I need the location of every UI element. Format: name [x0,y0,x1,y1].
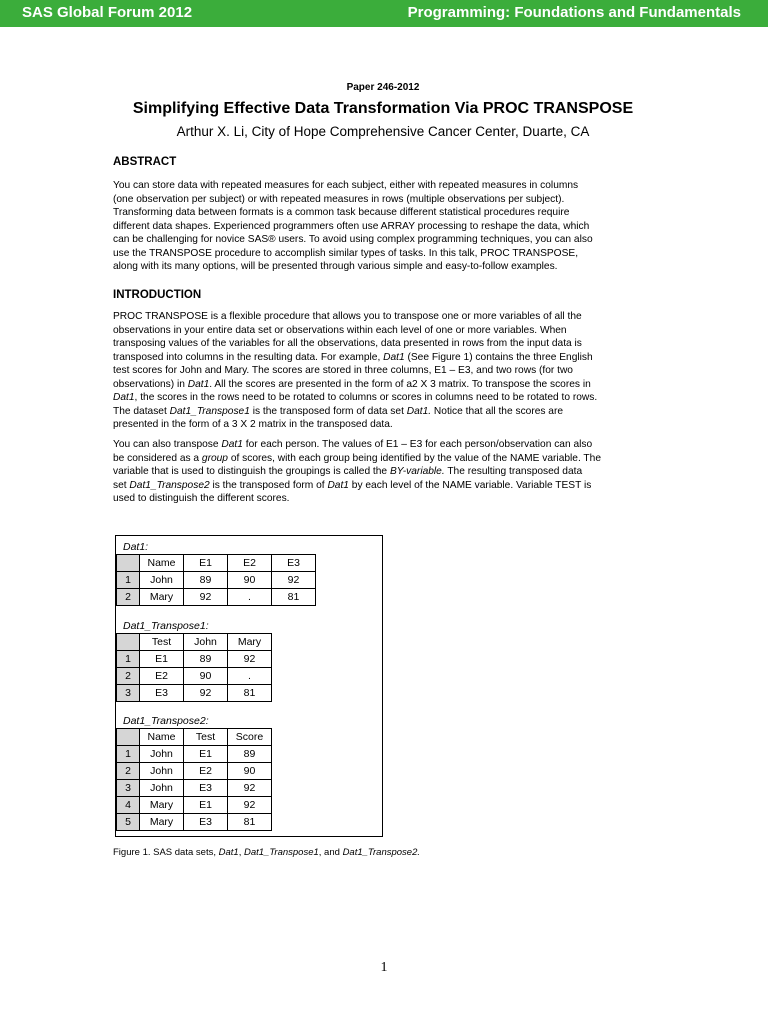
intro-line: You can also transpose Dat1 for each person. The values of E1 – E3 for each person/observation can also [113,439,593,450]
table-cell: Mary [140,814,184,831]
table-cell: . [228,668,272,685]
row-number-header [117,729,140,746]
row-number-header [117,555,140,572]
row-number: 3 [117,685,140,702]
table-cell: John [140,746,184,763]
table-row [117,685,272,702]
abstract-line: can be challenging for novice SAS® users. To avoid using complex programming techniques, you can also [113,234,593,245]
row-number: 1 [117,572,140,589]
column-header: E2 [228,555,272,572]
page-number: 1 [380,960,388,975]
row-number: 4 [117,797,140,814]
table-cell: 92 [228,797,272,814]
dataset-table-dat1-transpose1 [116,633,272,702]
table-cell: E1 [184,797,228,814]
dataset-table-dat1-transpose2 [116,728,272,831]
column-header: Name [140,729,184,746]
dataset-label-dat1-transpose2: Dat1_Transpose2: [123,715,209,727]
abstract-line: Transforming data between formats is a common task because different statistical procedures require [113,207,570,218]
table-cell: 92 [228,780,272,797]
table-cell: 81 [228,814,272,831]
table-header-row [117,729,272,746]
table-row [117,763,272,780]
banner-conference-name: SAS Global Forum 2012 [22,4,193,21]
row-number: 2 [117,589,140,606]
column-header: Test [184,729,228,746]
intro-line: Dat1, the scores in the rows need to be rotated to columns or scores in columns need to be rotated to rows. [113,392,598,403]
banner-section-name: Programming: Foundations and Fundamentals [407,4,741,21]
table-row [117,797,272,814]
table-cell: John [140,763,184,780]
conference-banner [0,0,768,27]
introduction-paragraph-1 [113,310,658,432]
abstract-line: different data shapes. Experienced programmers often use ARRAY processing to reshape the data, which [113,220,590,232]
intro-line: test scores for John and Mary. The scores are stored in three columns, E1 – E3, and two rows (for two [113,365,573,376]
intro-line: observations) in Dat1. All the scores are presented in the form of a2 X 3 matrix. To transpose the scores in [113,378,591,390]
table-cell: E1 [184,746,228,763]
table-row [117,780,272,797]
row-number: 2 [117,763,140,780]
table-cell: 92 [184,685,228,702]
table-cell: 90 [228,763,272,780]
table-cell: 81 [228,685,272,702]
table-cell: 92 [184,589,228,606]
table-row [117,814,272,831]
column-header: E1 [184,555,228,572]
column-header: Test [140,634,184,651]
table-cell: 89 [228,746,272,763]
table-cell: E2 [184,763,228,780]
row-number: 1 [117,746,140,763]
table-cell: 92 [272,572,316,589]
table-cell: E1 [140,651,184,668]
intro-line: used to distinguish the different scores. [113,493,290,504]
abstract-line: (one observation per subject) or with repeated measures in rows (multiple observations per subject). [113,193,565,205]
table-cell: John [140,780,184,797]
intro-line: be considered as a group of scores, with each group being identified by the value of the NAME variable. The [113,452,601,464]
row-number: 3 [117,780,140,797]
column-header: Name [140,555,184,572]
dataset-table-dat1 [116,554,316,606]
dataset-label-dat1-transpose1: Dat1_Transpose1: [123,620,209,632]
table-row [117,572,316,589]
introduction-heading: INTRODUCTION [113,289,202,301]
figure-1-caption: Figure 1. SAS data sets, Dat1, Dat1_Transpose1, and Dat1_Transpose2. [113,847,421,858]
table-cell: John [140,572,184,589]
row-number: 1 [117,651,140,668]
paper-number: Paper 246-2012 [346,82,420,93]
table-cell: 90 [228,572,272,589]
intro-line: set Dat1_Transpose2 is the transposed form of Dat1 by each level of the NAME variable. Variable TEST is [113,479,592,491]
table-cell: E3 [184,780,228,797]
table-cell: 89 [184,572,228,589]
dataset-label-dat1: Dat1: [123,541,149,553]
table-cell: 89 [184,651,228,668]
table-row [117,668,272,685]
table-cell: Mary [140,589,184,606]
table-header-row [117,634,272,651]
table-cell: E3 [140,685,184,702]
column-header: John [184,634,228,651]
abstract-text [113,179,658,274]
intro-line: observations in your entire data set or observations within each level of one or more variables. When [113,324,567,336]
intro-line: PROC TRANSPOSE is a flexible procedure that allows you to transpose one or more variables of all the [113,311,582,322]
abstract-line: You can store data with repeated measures for each subject, either with repeated measures in columns [113,180,579,191]
table-cell: E3 [184,814,228,831]
table-cell: 81 [272,589,316,606]
table-cell: E2 [140,668,184,685]
intro-line: presented in the form of a 3 X 2 matrix in the transposed data. [113,419,393,430]
row-number: 2 [117,668,140,685]
introduction-paragraph-2 [113,438,658,506]
table-row [117,651,272,668]
table-row [117,589,316,606]
column-header: Mary [228,634,272,651]
intro-line: transposing values of the variables for all the observations, data presented in rows from the input data is [113,338,582,349]
intro-line: variable that is used to distinguish the groupings is called the BY-variable. The resulting transposed data [113,466,583,477]
table-cell: . [228,589,272,606]
row-number-header [117,634,140,651]
intro-line: transposed into columns in the resulting data. For example, Dat1 (See Figure 1) contains the three English [113,351,593,363]
paper-author: Arthur X. Li, City of Hope Comprehensive Cancer Center, Duarte, CA [176,124,590,139]
table-cell: 90 [184,668,228,685]
column-header: Score [228,729,272,746]
abstract-heading: ABSTRACT [113,156,177,168]
abstract-line: use the TRANSPOSE procedure to accomplish similar types of tasks. In this talk, PROC TRANSPOSE, [113,247,579,259]
column-header: E3 [272,555,316,572]
abstract-line: along with its many options, will be presented through various simple and easy-to-follow examples. [113,261,558,272]
table-header-row [117,555,316,572]
row-number: 5 [117,814,140,831]
table-row [117,746,272,763]
paper-title: Simplifying Effective Data Transformation Via PROC TRANSPOSE [132,100,634,117]
table-cell: 92 [228,651,272,668]
table-cell: Mary [140,797,184,814]
intro-line: The dataset Dat1_Transpose1 is the transposed form of data set Dat1. Notice that all the scores are [113,405,564,417]
